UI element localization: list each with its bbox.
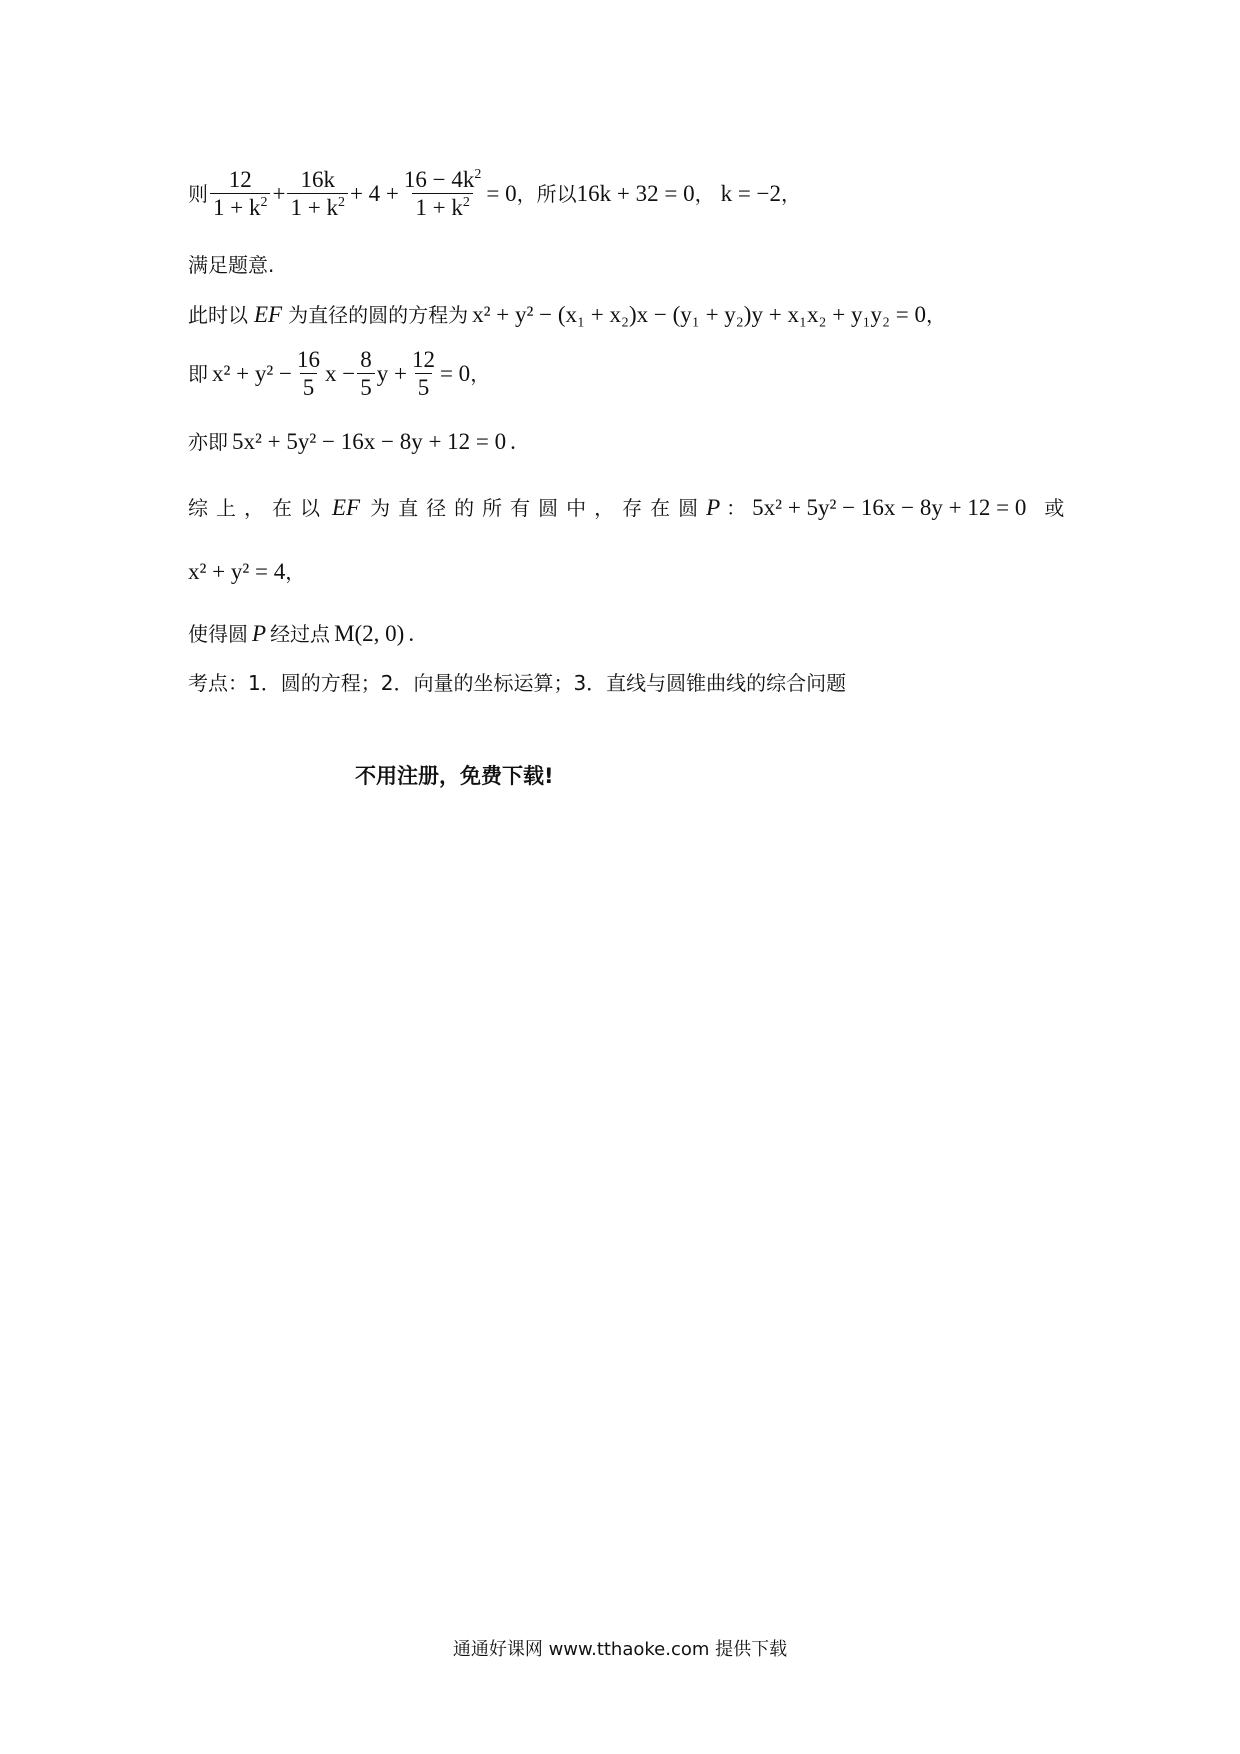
equation-line-6 (188, 496, 1064, 519)
text-zongshang: 综上，在以 (188, 495, 328, 520)
equals-zero: = 0 (486, 181, 517, 206)
plus-sign: + (272, 181, 286, 206)
circle-p-equation: 5x² + 5y² − 16x − 8y + 12 = 0 (752, 495, 1027, 520)
text-ze: 则 (188, 181, 208, 206)
den-text: 1 + k (213, 195, 261, 220)
expr-y-plus: y + (376, 361, 407, 386)
free-download-notice: 不用注册，免费下载! (355, 764, 554, 788)
text-line-2: 满足题意. (188, 253, 275, 277)
segment-ef: EF (254, 302, 283, 327)
text-passes-point: 经过点 (270, 621, 331, 646)
equation-line-5 (188, 430, 516, 453)
circle-p: P (252, 621, 267, 646)
equals-zero: = 0 (439, 361, 471, 386)
fraction-16-5 (294, 348, 323, 399)
knowledge-points: 考点：1．圆的方程；2．向量的坐标运算；3．直线与圆锥曲线的综合问题 (188, 671, 847, 695)
circle-equation-simplified: 5x² + 5y² − 16x − 8y + 12 = 0 (232, 429, 507, 454)
fraction-12-5 (409, 348, 438, 399)
frac-denominator: 5 (415, 373, 433, 399)
expr-k-value: k = −2 (720, 181, 782, 206)
comma: ， (781, 181, 802, 206)
frac-numerator: $16 - 4k^2$ (403, 167, 482, 192)
expr-lead: x² + y² − (212, 361, 292, 386)
text-line-8 (188, 622, 414, 645)
equation-line-3 (188, 303, 946, 326)
frac-denominator: $1 + k^2$ (412, 193, 472, 219)
circle-general-equation: x² + y² − (x₁ + x₂)x − (y₁ + y₂)y + x₁x₂ + y₁y₂ = 0 (472, 302, 926, 327)
comma: ， (285, 559, 306, 584)
frac-numerator: 12 (411, 347, 435, 372)
point-m: M(2, 0) (334, 621, 405, 646)
frac-denominator: $1 + k^2$ (210, 193, 270, 219)
den-text: 1 + k (290, 195, 338, 220)
text-cishi: 此时以 (188, 302, 248, 327)
plus-four: + 4 + (349, 181, 399, 206)
frac-numerator: 16 (296, 347, 320, 372)
equation-line-4 (188, 348, 490, 399)
text-shide: 使得圆 (188, 621, 248, 646)
text-all-circles: 为直径的所有圆中，存在圆 (370, 495, 707, 520)
comma: ， (470, 361, 491, 386)
num-text: 16 − 4k (403, 167, 475, 192)
fraction-8-5 (357, 348, 375, 399)
circle-x2-y2-4: x² + y² = 4 (188, 559, 286, 584)
text-yiji: 亦即 (188, 429, 228, 454)
page-footer: 通通好课网 www.tthaoke.com 提供下载 (452, 1639, 788, 1660)
text-circle-equation: 为直径的圆的方程为 (288, 302, 469, 327)
fraction-12-over (210, 168, 270, 219)
text-ji: 即 (188, 361, 208, 386)
period: . (510, 429, 516, 454)
comma: ， (925, 302, 946, 327)
circle-p: P (706, 495, 721, 520)
equation-line-1 (188, 168, 801, 219)
frac-denominator: $1 + k^2$ (287, 193, 347, 219)
text-suoyi: ，所以 (516, 181, 577, 206)
frac-numerator: 8 (360, 347, 372, 372)
equation-line-7 (188, 560, 305, 583)
den-text: 1 + k (415, 195, 463, 220)
fraction-16-4k2-over (401, 168, 484, 219)
fraction-16k-over (287, 168, 347, 219)
colon: ： (726, 495, 747, 520)
segment-ef: EF (332, 495, 361, 520)
expr-16k-32: 16k + 32 = 0 (576, 181, 695, 206)
comma: ， (694, 181, 715, 206)
frac-numerator: 12 (228, 167, 252, 192)
period: . (408, 621, 415, 646)
frac-denominator: 5 (300, 373, 318, 399)
expr-x-minus: x − (324, 361, 356, 386)
frac-denominator: 5 (357, 373, 375, 399)
frac-numerator: 16k (300, 167, 335, 192)
text-or: 或 (1044, 495, 1065, 520)
